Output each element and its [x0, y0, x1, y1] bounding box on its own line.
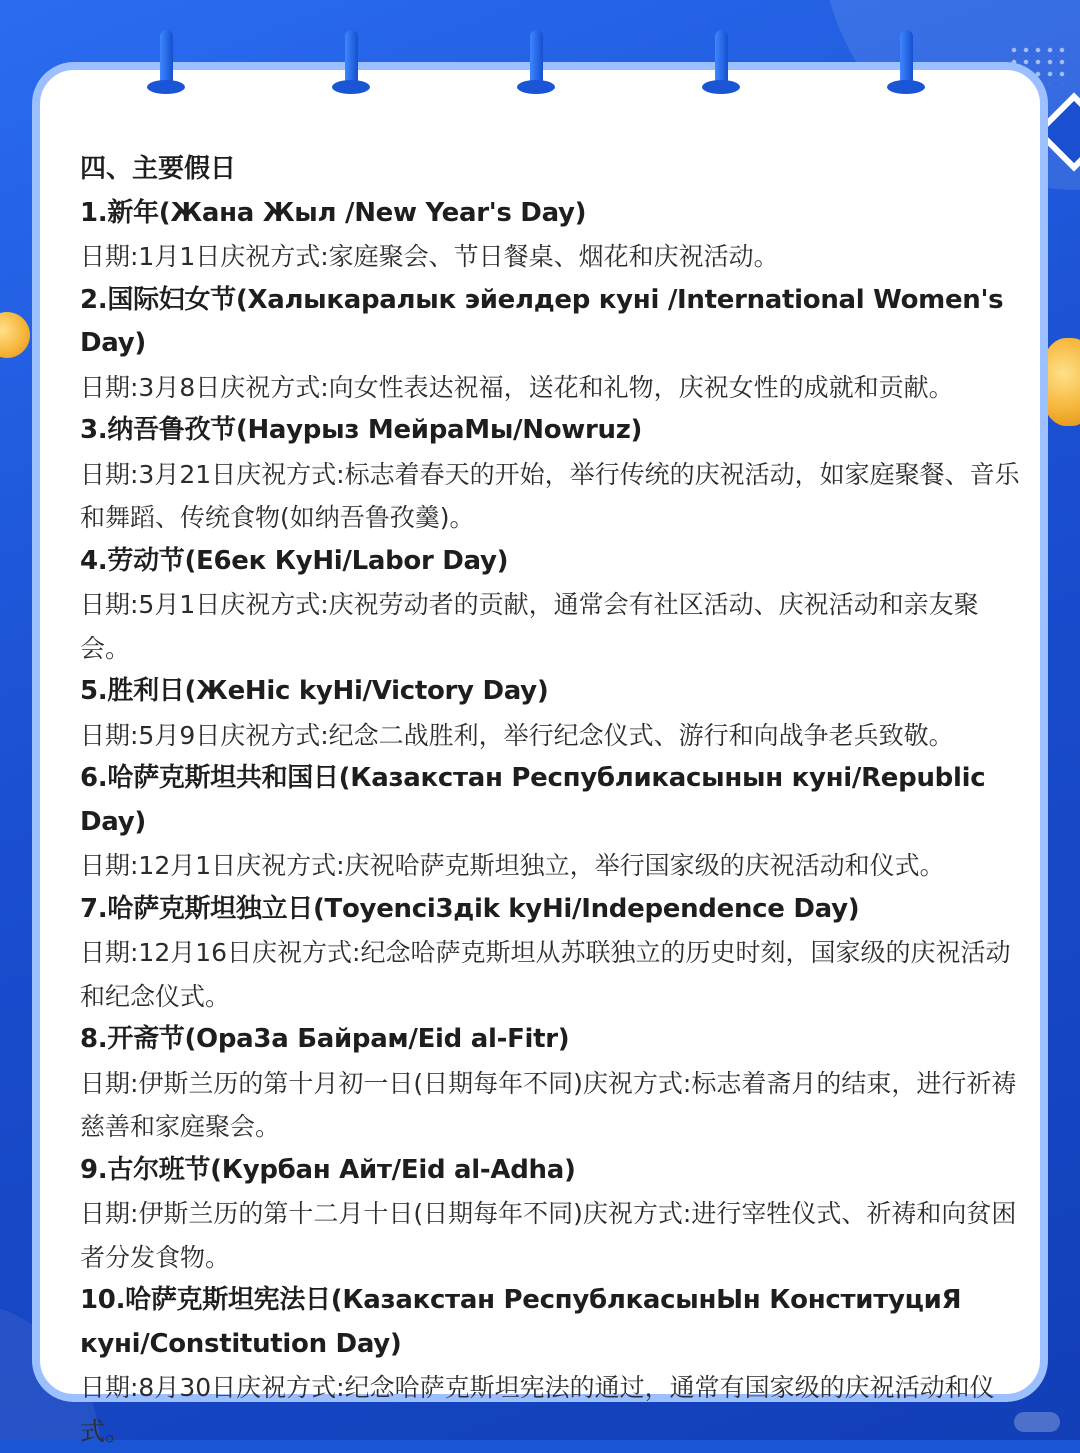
holiday-title: 5.胜利日(ЖеНіс kyHі/Victory Day): [80, 676, 549, 706]
holiday-description: 日期:8月30日庆祝方式:纪念哈萨克斯坦宪法的通过，通常有国家级的庆祝活动和仪式。: [80, 1373, 995, 1446]
holiday-item: [80, 1149, 1020, 1280]
holiday-item: [80, 409, 1020, 540]
holiday-list: [80, 148, 1020, 1453]
holiday-description: 日期:伊斯兰历的第十月初一日(日期每年不同)庆祝方式:标志着斋月的结束，进行祈祷慈善和家庭聚会。: [80, 1068, 1017, 1141]
watermark-badge: [1014, 1412, 1060, 1432]
binder-ring: [147, 30, 187, 96]
holiday-description: 日期:5月1日庆祝方式:庆祝劳动者的贡献，通常会有社区活动、庆祝活动和亲友聚会。: [80, 590, 979, 663]
binder-ring: [517, 30, 557, 96]
holiday-description: 日期:5月9日庆祝方式:纪念二战胜利，举行纪念仪式、游行和向战争老兵致敬。: [80, 720, 954, 750]
holiday-description: 日期:1月1日庆祝方式:家庭聚会、节日餐桌、烟花和庆祝活动。: [80, 242, 779, 271]
holiday-title: 10.哈萨克斯坦宪法日(Казакстан РеспублкасынЫн КонституциЯ куні/Constitution Day): [80, 1285, 962, 1359]
holiday-item: [80, 757, 1020, 888]
coin-icon: [0, 312, 30, 358]
holiday-title: 9.古尔班节(Курбан Айт/Eid al-Adha): [80, 1154, 576, 1185]
holiday-title: 7.哈萨克斯坦独立日(Тoyenci3дik kyHi/Independence Day): [80, 893, 860, 924]
holiday-title: 2.国际妇女节(Халыкаралык эйелдер куні /International Women's Day): [80, 284, 1004, 358]
holiday-item: [80, 540, 1020, 671]
holiday-title: 3.纳吾鲁孜节(Наурыз МейраМы/Nowruz): [80, 415, 643, 445]
holiday-item: [80, 1018, 1020, 1149]
holiday-item: [80, 192, 1020, 279]
holiday-description: 日期:3月21日庆祝方式:标志着春天的开始，举行传统的庆祝活动，如家庭聚餐、音乐和舞蹈、传统食物(如纳吾鲁孜羹)。: [80, 459, 1020, 532]
holiday-description: 日期:3月8日庆祝方式:向女性表达祝福，送花和礼物，庆祝女性的成就和贡献。: [80, 372, 954, 402]
binder-ring: [887, 30, 927, 96]
holiday-item: [80, 1279, 1020, 1453]
holiday-item: [80, 279, 1020, 410]
holiday-title: 4.劳动节(Е6ек КyНі/Labor Day): [80, 545, 509, 576]
binder-ring: [702, 30, 742, 96]
holiday-title: 8.开斋节(Ора3а Байрам/Eid al-Fitr): [80, 1024, 570, 1054]
holiday-title: 6.哈萨克斯坦共和国日(Казакстан Республикасынын куні/Republic Day): [80, 763, 986, 837]
holiday-description: 日期:12月16日庆祝方式:纪念哈萨克斯坦从苏联独立的历史时刻，国家级的庆祝活动和纪念仪式。: [80, 938, 1011, 1011]
binder-ring: [332, 30, 372, 96]
binder-rings: [0, 0, 1080, 100]
section-heading: 四、主要假日: [80, 154, 237, 184]
holiday-item: [80, 670, 1020, 757]
holiday-item: [80, 888, 1020, 1019]
holiday-description: 日期:12月1日庆祝方式:庆祝哈萨克斯坦独立，举行国家级的庆祝活动和仪式。: [80, 851, 945, 880]
holiday-title: 1.新年(Жана Жыл /New Year's Day): [80, 197, 587, 228]
holiday-description: 日期:伊斯兰历的第十二月十日(日期每年不同)庆祝方式:进行宰牲仪式、祈祷和向贫困者分发食物。: [80, 1199, 1017, 1272]
